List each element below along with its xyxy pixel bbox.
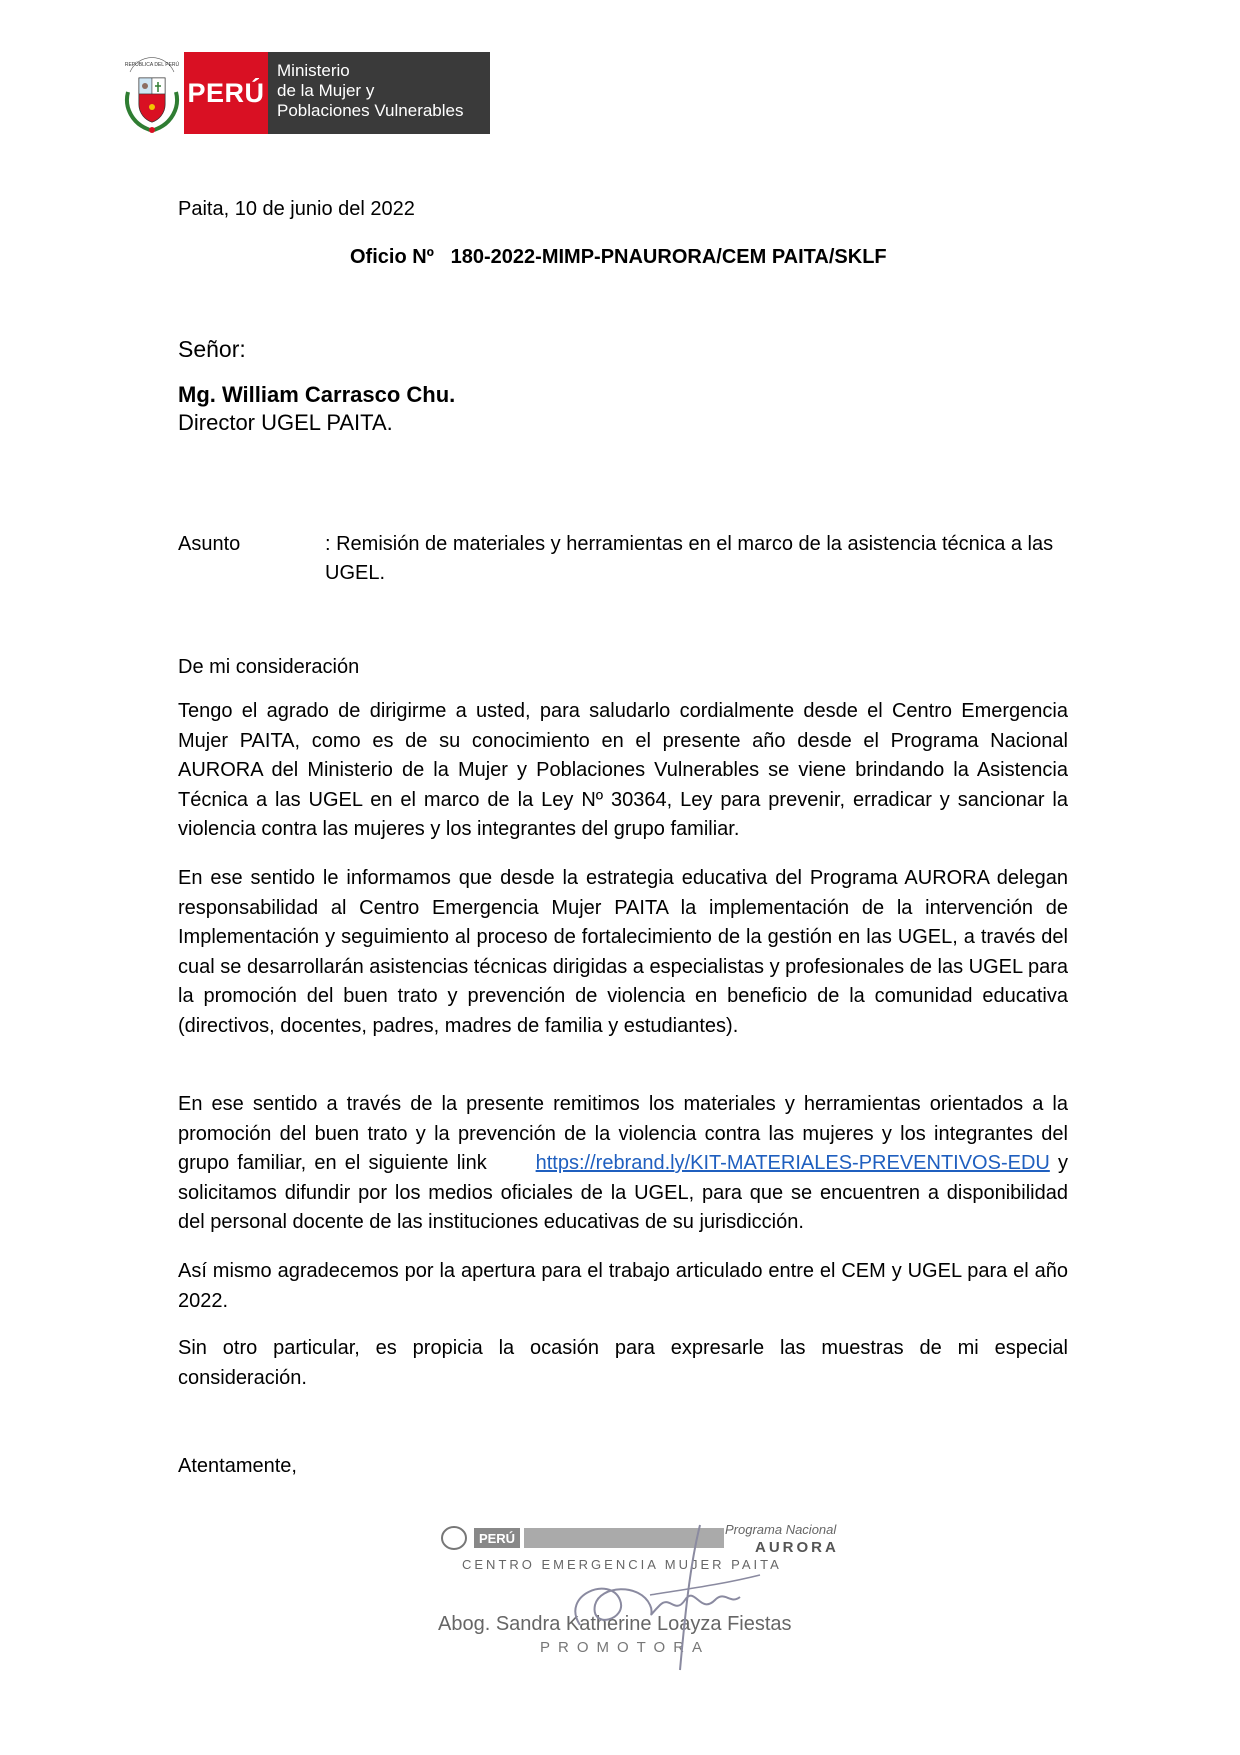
- materials-link[interactable]: https://rebrand.ly/KIT-MATERIALES-PREVENTIVOS-EDU: [535, 1152, 1050, 1175]
- stamp-role: PROMOTORA: [540, 1639, 711, 1656]
- ministry-line-3: Poblaciones Vulnerables: [277, 101, 464, 120]
- paragraph-2: En ese sentido le informamos que desde la estrategia educativa del Programa AURORA delegan responsabilidad al Centro Emergencia Mujer PAITA la implementación de la intervención de Implementación y seguimiento al proceso de fortalecimiento de la gestión en las UGEL, a través del cual se desarrollarán asistencias técnicas dirigidas a especialistas y profesionales de las UGEL para la promoción del buen trato y prevención de violencia en beneficio de la comunidad educativa (directivos, docentes, padres, madres de familia y estudiantes).: [178, 867, 1068, 1037]
- subject-label: Asunto: [178, 533, 241, 555]
- greeting: De mi consideración: [178, 656, 360, 678]
- paragraph-1: Tengo el agrado de dirigirme a usted, para saludarlo cordialmente desde el Centro Emergencia Mujer PAITA, como es de su conocimiento en el presente año desde el Programa Nacional AURORA del Ministerio de la Mujer y Poblaciones Vulnerables se viene brindando la Asistencia Técnica a las UGEL en el marco de la Ley Nº 30364, Ley para prevenir, erradicar y sancionar la violencia contra las mujeres y los integrantes del grupo familiar.: [178, 700, 1068, 841]
- paragraph-5: Sin otro particular, es propicia la ocasión para expresarle las muestras de mi especial consideración.: [178, 1337, 1068, 1389]
- subject-text: : Remisión de materiales y herramientas en el marco de la asistencia técnica a las UGEL.: [325, 533, 1054, 584]
- stamp-name: Abog. Sandra Katherine Loayza Fiestas: [438, 1613, 792, 1635]
- salutation-label: Señor:: [178, 336, 246, 362]
- letter-date: Paita, 10 de junio del 2022: [178, 198, 415, 220]
- stamp-aurora: AURORA: [755, 1539, 839, 1556]
- paragraph-4: Así mismo agradecemos por la apertura para el trabajo articulado entre el CEM y UGEL para el año 2022.: [178, 1260, 1068, 1312]
- closing: Atentamente,: [178, 1455, 297, 1477]
- ministry-name: [268, 52, 490, 134]
- official-stamp: [430, 1505, 870, 1675]
- paragraph-3-before-link: En ese sentido a través de la presente remitimos los materiales y herramientas orientados a la promoción del buen trato y la prevención de la violencia contra las mujeres y los integrantes del grupo familiar, en el siguiente link: [178, 1093, 1074, 1175]
- paragraph-3: [178, 1090, 1074, 1238]
- stamp-program-label: Programa Nacional: [725, 1522, 837, 1537]
- stamp-center: CENTRO EMERGENCIA MUJER PAITA: [462, 1557, 782, 1572]
- stamp-peru-label: PERÚ: [478, 1531, 516, 1546]
- signature-icon: [550, 1505, 770, 1675]
- peru-label: PERÚ: [184, 52, 268, 134]
- paragraph-3-after-link: y solicitamos difundir por los medios oficiales de la UGEL, para que se encuentren a disponibilidad del personal docente de las instituciones educativas de su jurisdicción.: [178, 1152, 1068, 1234]
- ministry-line-2: de la Mujer y: [277, 81, 375, 100]
- oficio-number: Oficio Nº 180-2022-MIMP-PNAURORA/CEM PAITA/SKLF: [350, 246, 887, 268]
- recipient-title: Director UGEL PAITA.: [178, 410, 393, 435]
- ministry-logo: [122, 52, 490, 134]
- coat-of-arms-icon: [122, 52, 182, 134]
- recipient-name: Mg. William Carrasco Chu.: [178, 382, 456, 407]
- svg-text:REPÚBLICA DEL PERÚ: REPÚBLICA DEL PERÚ: [124, 62, 180, 68]
- ministry-line-1: Ministerio: [277, 61, 350, 80]
